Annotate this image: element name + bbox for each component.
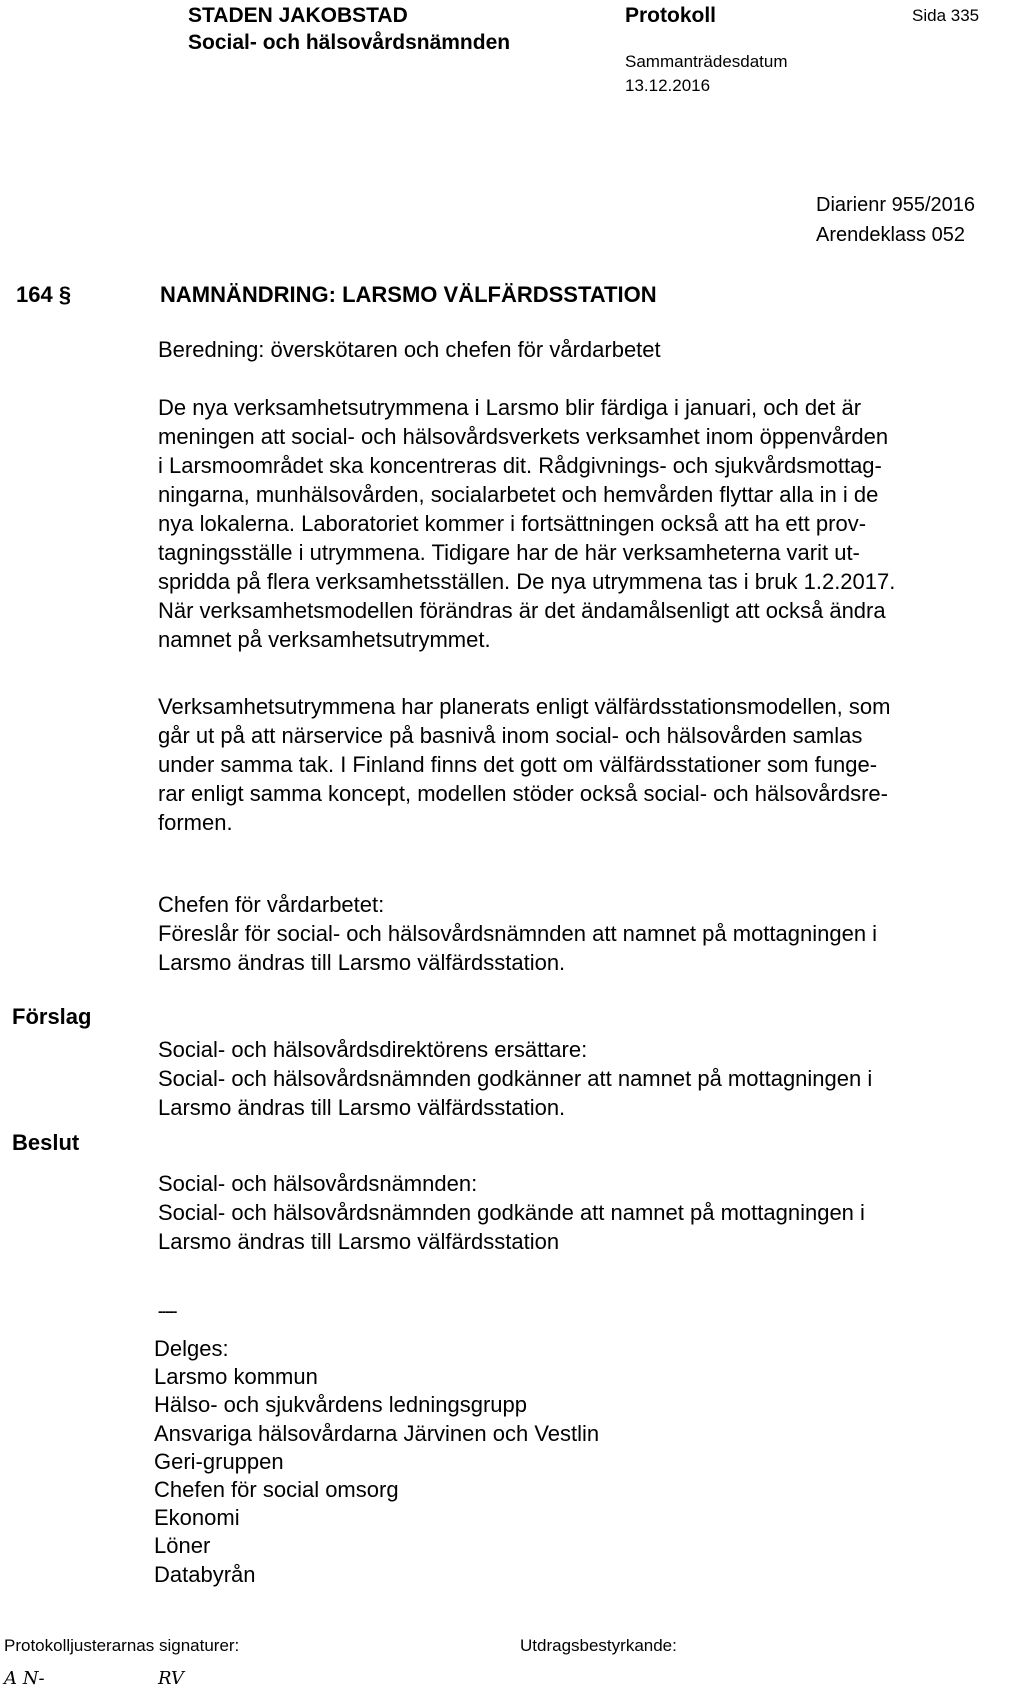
paragraph-line: nya lokalerna. Laboratoriet kommer i fortsättningen också att ha ett prov- xyxy=(158,511,867,536)
paragraph-line: Larsmo ändras till Larsmo välfärdsstation xyxy=(158,1229,560,1254)
proposal-side-label: Förslag xyxy=(12,1004,92,1029)
paragraph-line: tagningsställe i utrymmena. Tidigare har de här verksamheterna varit ut- xyxy=(158,540,860,565)
chief-proposal-heading: Chefen för vårdarbetet: xyxy=(158,892,385,917)
page-number: Sida 335 xyxy=(912,6,980,25)
paragraph-line: När verksamhetsmodellen förändras är det ändamålsenligt att också ändra xyxy=(158,598,886,623)
paragraph-line: i Larsmoområdet ska koncentreras dit. Rådgivnings- och sjukvårdsmottag- xyxy=(158,453,882,478)
paragraph-line: Social- och hälsovårdsnämnden godkände att namnet på mottagningen i xyxy=(158,1200,865,1225)
chief-proposal xyxy=(158,890,1008,977)
paragraph-line: rar enligt samma koncept, modellen stöder också social- och hälsovårdsre- xyxy=(158,781,888,806)
separator: ----- xyxy=(158,1303,177,1319)
paragraph-line: ningarna, munhälsovården, socialarbetet och hemvården flyttar alla in i de xyxy=(158,482,879,507)
paragraph-model xyxy=(158,692,1008,837)
signatures-label: Protokolljusterarnas signaturer: xyxy=(4,1636,240,1655)
distribution-item: Larsmo kommun xyxy=(154,1364,318,1390)
paragraph-line: går ut på att närservice på basnivå inom social- och hälsovården samlas xyxy=(158,723,863,748)
signature-initials-1: A N- xyxy=(4,1668,45,1689)
preparation-line: Beredning: överskötaren och chefen för vårdarbetet xyxy=(158,337,661,362)
organization-name: STADEN JAKOBSTAD xyxy=(188,4,408,27)
paragraph-line: Larsmo ändras till Larsmo välfärdsstation. xyxy=(158,1095,566,1120)
meeting-date: 13.12.2016 xyxy=(625,76,711,95)
board-decision xyxy=(158,1169,1008,1256)
decision-side-label: Beslut xyxy=(12,1130,80,1155)
distribution-item: Löner xyxy=(154,1533,211,1559)
distribution-item: Ansvariga hälsovårdarna Järvinen och Vestlin xyxy=(154,1420,600,1446)
document-type: Protokoll xyxy=(625,4,717,27)
paragraph-line: De nya verksamhetsutrymmena i Larsmo blir färdiga i januari, och det är xyxy=(158,395,862,420)
paragraph-background xyxy=(158,393,1008,654)
distribution-list xyxy=(154,1335,599,1589)
paragraph-line: formen. xyxy=(158,810,233,835)
paragraph-line: Social- och hälsovårdsnämnden godkänner att namnet på mottagningen i xyxy=(158,1066,873,1091)
director-proposal-heading: Social- och hälsovårdsdirektörens ersättare: xyxy=(158,1037,588,1062)
paragraph-line: meningen att social- och hälsovårdsverkets verksamhet inom öppenvården xyxy=(158,424,889,449)
diary-number: Diarienr 955/2016 xyxy=(816,194,975,216)
distribution-item: Chefen för social omsorg xyxy=(154,1477,399,1503)
paragraph-line: under samma tak. I Finland finns det gott om välfärdsstationer som funge- xyxy=(158,752,878,777)
distribution-item: Ekonomi xyxy=(154,1505,240,1531)
certified-label: Utdragsbestyrkande: xyxy=(520,1636,677,1655)
distribution-item: Databyrån xyxy=(154,1561,256,1587)
distribution-item: Hälso- och sjukvårdens ledningsgrupp xyxy=(154,1392,527,1418)
paragraph-line: Föreslår för social- och hälsovårdsnämnden att namnet på mottagningen i xyxy=(158,921,878,946)
section-title: NAMNÄNDRING: LARSMO VÄLFÄRDSSTATION xyxy=(160,282,657,307)
section-number: 164 § xyxy=(16,282,72,307)
signature-initials-2: RV xyxy=(158,1668,184,1689)
paragraph-line: Larsmo ändras till Larsmo välfärdsstation. xyxy=(158,950,566,975)
director-proposal xyxy=(158,1035,1008,1122)
case-class: Arendeklass 052 xyxy=(816,224,965,246)
paragraph-line: spridda på flera verksamhetsställen. De nya utrymmena tas i bruk 1.2.2017. xyxy=(158,569,896,594)
decision-heading: Social- och hälsovårdsnämnden: xyxy=(158,1171,478,1196)
meeting-date-label: Sammanträdesdatum xyxy=(625,52,788,71)
paragraph-line: namnet på verksamhetsutrymmet. xyxy=(158,627,491,652)
paragraph-line: Verksamhetsutrymmena har planerats enligt välfärdsstationsmodellen, som xyxy=(158,694,891,719)
distribution-heading: Delges: xyxy=(154,1336,229,1361)
board-name: Social- och hälsovårdsnämnden xyxy=(188,31,511,54)
distribution-item: Geri-gruppen xyxy=(154,1448,284,1474)
